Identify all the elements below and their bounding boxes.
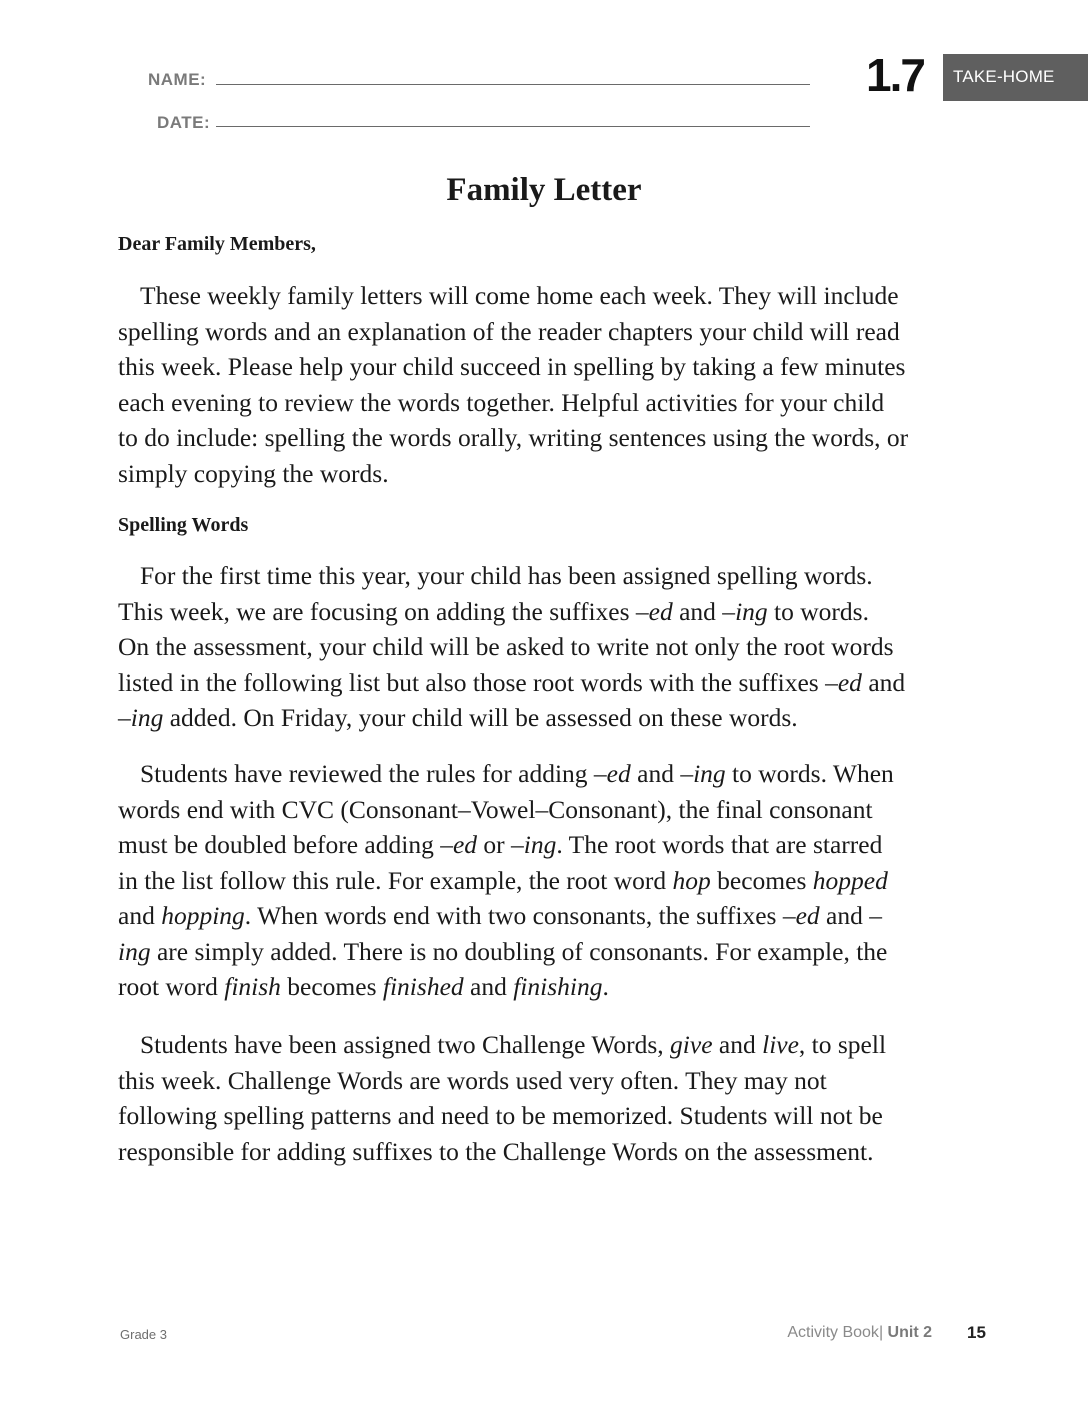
section-heading-spelling: Spelling Words	[118, 514, 249, 536]
text-run: Students have been assigned two Challenge Words,	[140, 1030, 671, 1059]
example-word: hopping	[161, 901, 245, 930]
intro-line: These weekly family letters will come home each week. They will include	[140, 281, 899, 310]
suffix-ing: ing	[118, 936, 151, 966]
text-run: and –	[819, 901, 882, 930]
para3-line	[118, 827, 998, 863]
para3-line	[118, 756, 998, 792]
text-run: and –	[672, 596, 736, 626]
text-run: and –	[630, 759, 694, 788]
suffix-ed: ed	[837, 667, 862, 697]
challenge-word: give	[670, 1030, 713, 1059]
footer-unit: Unit 2	[887, 1324, 932, 1341]
para3-line	[118, 898, 998, 934]
page-title: Family Letter	[446, 172, 642, 208]
intro-line: simply copying the words.	[118, 458, 389, 488]
text-run: in the list follow this rule. For example, the root word	[118, 865, 673, 895]
text-run: to words.	[767, 596, 869, 626]
footer-book: Activity Book	[787, 1324, 879, 1341]
text-run: to words. When	[725, 759, 894, 788]
footer-book-unit	[787, 1324, 932, 1342]
text-run: becomes	[280, 972, 383, 1001]
para2-line: On the assessment, your child will be asked to write not only the root words	[118, 632, 894, 661]
text-run: and	[118, 901, 162, 930]
lesson-number: 1.7	[866, 49, 924, 101]
text-run: added. On Friday, your child will be assessed on these words.	[163, 703, 798, 732]
suffix-ing: ing	[735, 596, 768, 626]
intro-line: to do include: spelling the words orally, writing sentences using the words, or	[118, 423, 909, 452]
text-run: Students have reviewed the rules for adding –	[140, 759, 607, 788]
para3-line	[118, 969, 998, 1005]
page-number: 15	[967, 1323, 986, 1342]
text-run: must be doubled before adding –	[118, 830, 453, 859]
para4-line: following spelling patterns and need to be memorized. Students will not be	[118, 1101, 883, 1130]
para4-line	[118, 1027, 998, 1063]
para3-line: words end with CVC (Consonant–Vowel–Consonant), the final consonant	[118, 794, 873, 824]
suffix-ing: ing	[130, 703, 164, 732]
text-run: and	[463, 972, 514, 1001]
text-run: . The root words that are starred	[556, 830, 883, 859]
suffix-ed: ed	[452, 830, 478, 859]
intro-paragraph	[118, 278, 998, 491]
example-word: hop	[672, 865, 711, 895]
para4-line: responsible for adding suffixes to the Challenge Words on the assessment.	[118, 1136, 874, 1166]
challenge-paragraph	[118, 1027, 998, 1169]
para2-line: For the first time this year, your child has been assigned spelling words.	[140, 561, 873, 590]
text-run: .	[602, 972, 609, 1001]
para3-line	[118, 863, 998, 899]
rules-paragraph	[118, 756, 998, 1005]
suffix-ed: ed	[795, 901, 820, 930]
date-label: DATE:	[157, 113, 211, 132]
para2-line	[118, 665, 998, 701]
suffix-ed: ed	[648, 596, 673, 626]
para2-line	[118, 594, 998, 630]
example-word: finished	[382, 972, 464, 1001]
spelling-paragraph	[118, 558, 998, 736]
salutation: Dear Family Members,	[118, 233, 316, 255]
text-run: becomes	[710, 865, 813, 895]
example-word: finish	[224, 972, 281, 1001]
intro-line: spelling words and an explanation of the reader chapters your child will read	[118, 316, 900, 346]
text-run: or –	[477, 830, 524, 859]
text-run: and	[861, 667, 906, 697]
intro-line: each evening to review the words together. Helpful activities for your child	[118, 387, 885, 417]
text-run: are simply added. There is no doubling of consonants. For example, the	[150, 936, 888, 966]
take-home-label: TAKE-HOME	[953, 67, 1055, 86]
text-run: root word	[118, 972, 225, 1001]
name-line[interactable]	[216, 84, 810, 85]
para3-line	[118, 934, 998, 970]
take-home-tab	[943, 54, 1088, 101]
text-run: and	[712, 1030, 763, 1059]
para4-line: this week. Challenge Words are words used very often. They may not	[118, 1065, 827, 1095]
name-label: NAME:	[148, 70, 207, 89]
footer-separator: |	[878, 1324, 884, 1341]
example-word: hopped	[812, 865, 888, 895]
intro-line: this week. Please help your child succeed in spelling by taking a few minutes	[118, 352, 906, 381]
suffix-ing: ing	[523, 830, 557, 859]
example-word: finishing	[513, 972, 603, 1001]
text-run: This week, we are focusing on adding the suffixes –	[118, 596, 649, 626]
suffix-ed: ed	[606, 759, 631, 788]
suffix-ing: ing	[693, 759, 726, 788]
text-run: , to spell	[798, 1030, 887, 1059]
date-line[interactable]	[216, 126, 810, 127]
challenge-word: live	[762, 1030, 799, 1059]
footer-grade: Grade 3	[120, 1327, 167, 1342]
text-run: listed in the following list but also those root words with the suffixes –	[118, 667, 838, 697]
para2-line	[118, 700, 998, 736]
text-run: . When words end with two consonants, the suffixes –	[244, 901, 796, 930]
text-run: –	[118, 703, 131, 732]
